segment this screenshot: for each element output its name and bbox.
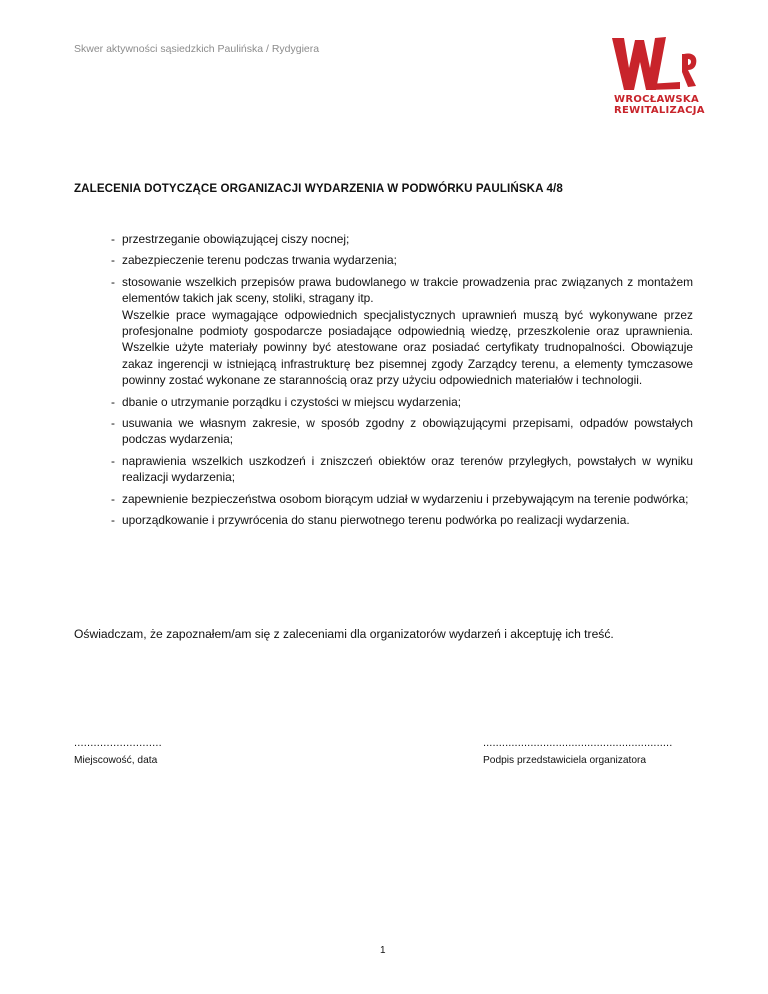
list-item-text: usuwania we własnym zakresie, w sposób zgodny z obowiązującymi przepisami, odpadów powstałych podczas wydarzenia; [122, 416, 693, 447]
list-item-text-continued: Wszelkie prace wymagające odpowiednich specjalistycznych uprawnień muszą być wykonywane przez profesjonalne podmioty gospodarcze posiadające odpowiednią wiedzę, przeszkolenie oraz uprawnienia. Wszelkie użyte materiały powinny być atestowane oraz posiadać certyfikaty trudnopalności. Obowiązuje zakaz ingerencji w istniejącą infrastrukturę bez pisemnej zgody Zarządcy terenu, a elementy tymczasowe powinny zostać wykonane ze starannością oraz przy użyciu odpowiednich materiałów i technologii. [122, 307, 693, 388]
declaration-statement: Oświadczam, że zapoznałem/am się z zaleceniami dla organizatorów wydarzeń i akceptuję ich treść. [74, 627, 614, 641]
list-item [111, 512, 693, 528]
signature-line: ............................................................ [483, 737, 673, 749]
logo-wordmark [614, 94, 705, 116]
running-header: Skwer aktywności sąsiedzkich Paulińska / Rydygiera [74, 43, 320, 55]
list-item-text: stosowanie wszelkich przepisów prawa budowlanego w trakcie prowadzenia prac związanych z montażem elementów takich jak sceny, stoliki, stragany itp. [122, 274, 693, 306]
place-date-label: Miejscowość, data [74, 755, 158, 766]
recommendations-list [111, 231, 693, 534]
list-item-text: dbanie o utrzymanie porządku i czystości w miejscu wydarzenia; [122, 394, 462, 409]
list-item-text: uporządkowanie i przywrócenia do stanu pierwotnego terenu podwórka po realizacji wydarzenia. [122, 513, 630, 528]
list-item-text: zapewnienie bezpieczeństwa osobom biorącym udział w wydarzeniu i przebywającym na terenie podwórka; [122, 491, 689, 506]
list-item [111, 274, 693, 389]
list-dash: - [111, 513, 115, 528]
list-item [111, 453, 693, 486]
list-dash: - [111, 394, 115, 409]
logo-line-2: REWITALIZACJA [614, 105, 705, 116]
list-dash: - [111, 253, 115, 268]
list-item [111, 252, 693, 268]
wroclawska-rewitalizacja-logo [610, 34, 705, 124]
list-dash: - [111, 232, 115, 246]
document-title: ZALECENIA DOTYCZĄCE ORGANIZACJI WYDARZENIA W PODWÓRKU PAULIŃSKA 4/8 [74, 182, 563, 195]
signature-label: Podpis przedstawiciela organizatora [483, 755, 647, 766]
page-number: 1 [380, 945, 386, 956]
list-item [111, 394, 693, 410]
list-dash: - [111, 416, 115, 431]
logo-line-1: WROCŁAWSKA [614, 94, 700, 105]
logo-w-mark-icon [610, 34, 702, 92]
list-dash: - [111, 491, 115, 506]
list-dash: - [111, 453, 115, 468]
list-item-text: przestrzeganie obowiązującej ciszy nocnej; [122, 232, 350, 246]
list-dash: - [111, 274, 115, 289]
list-item [111, 231, 693, 247]
list-item [111, 415, 693, 448]
list-item-text: zabezpieczenie terenu podczas trwania wydarzenia; [122, 253, 397, 268]
list-item [111, 491, 693, 507]
list-item-text: naprawienia wszelkich uszkodzeń i zniszczeń obiektów oraz terenów przyległych, powstałych w wyniku realizacji wydarzenia; [122, 453, 693, 485]
place-date-line: ........................... [74, 737, 162, 749]
